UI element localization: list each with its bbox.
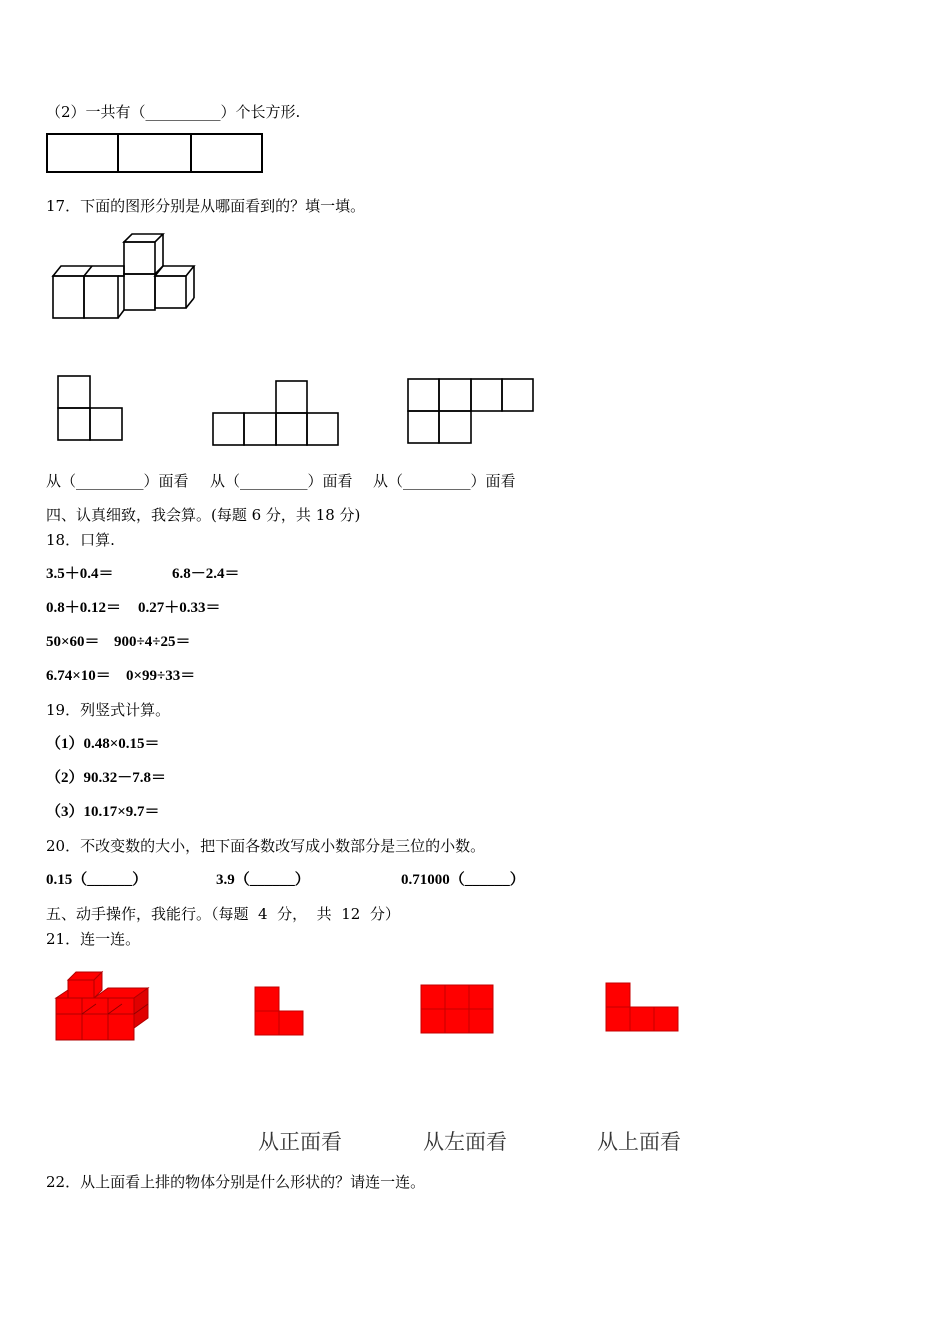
q16-part2-text: （2）一共有（__________）个长方形. (46, 103, 301, 121)
q18-expr-2b: 0.27＋0.33＝ (138, 600, 221, 616)
q18-expr-1b: 6.8－2.4＝ (172, 566, 240, 582)
q18-expr-4b: 0×99÷33＝ (126, 668, 196, 684)
red-cube-stack-figure (52, 968, 152, 1044)
three-rectangles-figure (46, 133, 264, 175)
q20-item-3: 0.71000（______） (401, 872, 525, 888)
q19-item-2: （2）90.32－7.8＝ (46, 770, 167, 786)
view-figure-2 (212, 380, 340, 446)
q20-title: 20．不改变数的大小，把下面各数改写成小数部分是三位的小数。 (46, 837, 486, 855)
view-figure-1 (57, 375, 123, 441)
caption-front-view: 从正面看 (258, 1130, 342, 1154)
q18-expr-3a: 50×60＝ (46, 634, 100, 650)
q18-expr-1a: 3.5＋0.4＝ (46, 566, 114, 582)
q17-fill-2: 从（_________）面看 (210, 472, 353, 490)
q20-item-1: 0.15（______） (46, 872, 148, 888)
q21-title: 21．连一连。 (46, 930, 141, 948)
red-view-L-long (605, 982, 681, 1034)
q19-item-1: （1）0.48×0.15＝ (46, 736, 160, 752)
cube-stack-figure (50, 232, 200, 324)
q19-title: 19．列竖式计算。 (46, 701, 171, 719)
q18-expr-4a: 6.74×10＝ (46, 668, 111, 684)
q17-fill-3: 从（_________）面看 (373, 472, 516, 490)
section5-heading: 五、动手操作，我能行。（每题 4 分， 共 12 分） (46, 905, 400, 923)
view-figure-3 (407, 378, 535, 444)
q17-fill-1: 从（_________）面看 (46, 472, 189, 490)
red-view-grid (420, 984, 495, 1036)
q18-expr-3b: 900÷4÷25＝ (114, 634, 191, 650)
q18-expr-2a: 0.8＋0.12＝ (46, 600, 122, 616)
caption-left-view: 从左面看 (423, 1130, 507, 1154)
q19-item-3: （3）10.17×9.7＝ (46, 804, 160, 820)
red-view-L-small (254, 986, 306, 1038)
caption-top-view: 从上面看 (597, 1130, 681, 1154)
q20-item-2: 3.9（______） (216, 872, 310, 888)
q18-title: 18．口算. (46, 531, 115, 549)
q17-title: 17．下面的图形分别是从哪面看到的？填一填。 (46, 197, 366, 215)
q22-title: 22．从上面看上排的物体分别是什么形状的？请连一连。 (46, 1173, 426, 1191)
section4-heading: 四、认真细致，我会算。(每题 6 分，共 18 分) (46, 506, 361, 524)
